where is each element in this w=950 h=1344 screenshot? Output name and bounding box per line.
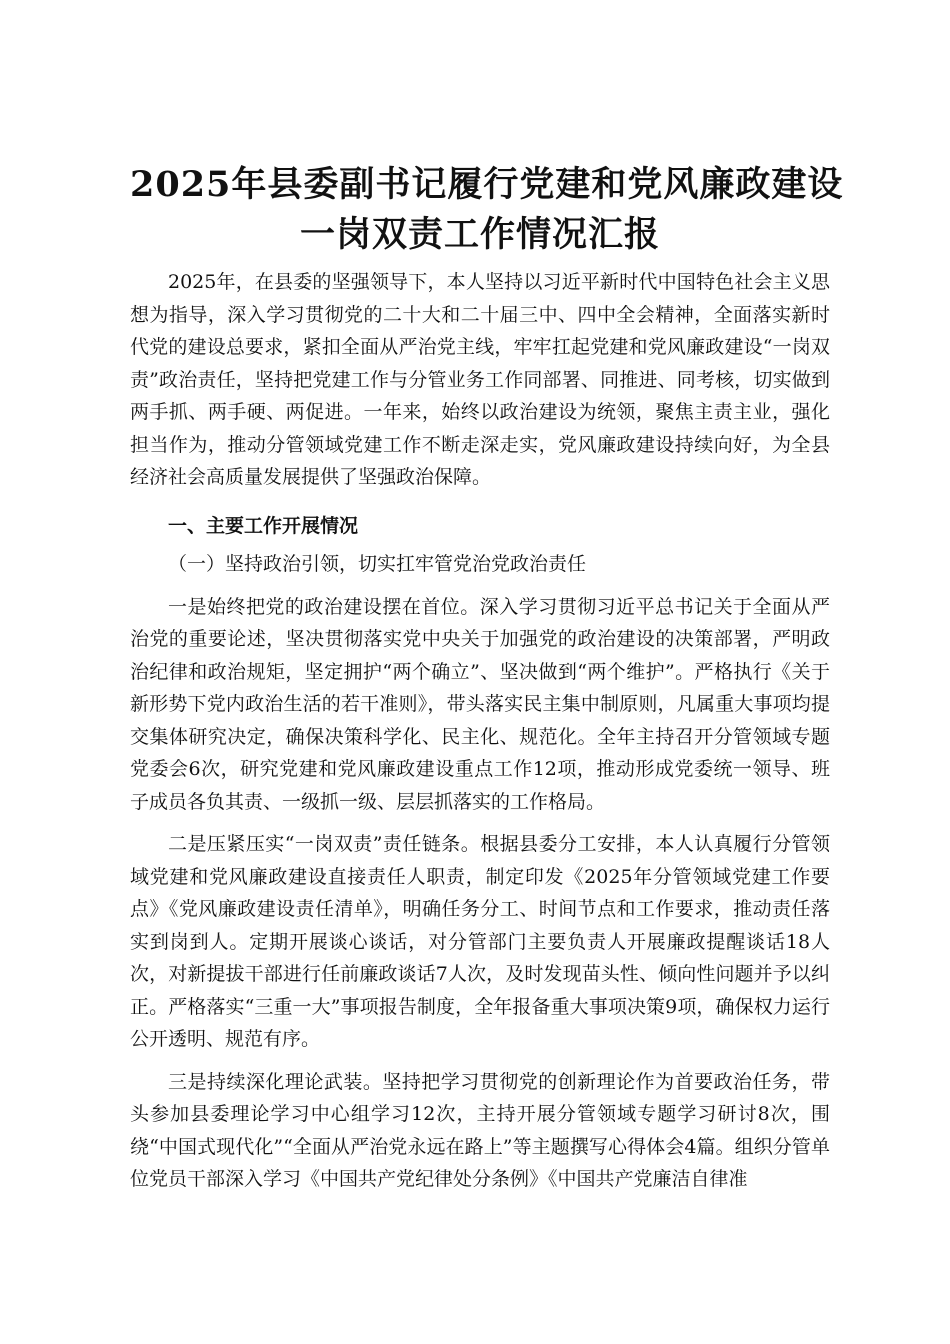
body-paragraph-2: 二是压紧压实“一岗双责”责任链条。根据县委分工安排，本人认真履行分管领域党建和党风廉政建设直接责任人职责，制定印发《2025年分管领域党建工作要点》《党风廉政建设责任清单》，明确任务分工、时间节点和工作要求，推动责任落实到岗到人。定期开展谈心谈话，对分管部门主要负责人开展廉政提醒谈话18人次，对新提拔干部进行任前廉政谈话7人次，及时发现苗头性、倾向性问题并予以纠正。严格落实“三重一大”事项报告制度，全年报备重大事项决策9项，确保权力运行公开透明、规范有序。 (130, 833, 830, 1050)
document-page (130, 160, 844, 1196)
body-paragraph-1: 一是始终把党的政治建设摆在首位。深入学习贯彻习近平总书记关于全面从严治党的重要论述，坚决贯彻落实党中央关于加强党的政治建设的决策部署，严明政治纪律和政治规矩，坚定拥护“两个确立”、坚决做到“两个维护”。严格执行《关于新形势下党内政治生活的若干准则》，带头落实民主集中制原则，凡属重大事项均提交集体研究决定，确保决策科学化、民主化、规范化。全年主持召开分管领域专题党委会6次，研究党建和党风廉政建设重点工作12项，推动形成党委统一领导、班子成员各负其责、一级抓一级、层层抓落实的工作格局。 (130, 595, 830, 813)
document-title (130, 160, 844, 260)
subsection-heading-1: （一）坚持政治引领，切实扛牢管党治党政治责任 (168, 553, 587, 575)
intro-paragraph: 2025年，在县委的坚强领导下，本人坚持以习近平新时代中国特色社会主义思想为指导，深入学习贯彻党的二十大和二十届三中、四中全会精神，全面落实新时代党的建设总要求，紧扣全面从严治党主线，牢牢扛起党建和党风廉政建设“一岗双责”政治责任，坚持把党建工作与分管业务工作同部署、同推进、同考核，切实做到两手抓、两手硬、两促进。一年来，始终以政治建设为统领，聚焦主责主业，强化担当作为，推动分管领域党建工作不断走深走实，党风廉政建设持续向好，为全县经济社会高质量发展提供了坚强政治保障。 (130, 271, 830, 488)
title-line-2: 一岗双责工作情况汇报 (299, 214, 660, 255)
body-paragraph-3: 三是持续深化理论武装。坚持把学习贯彻党的创新理论作为首要政治任务，带头参加县委理论学习中心组学习12次，主持开展分管领域专题学习研讨8次，围绕“中国式现代化”“全面从严治党永远在路上”等主题撰写心得体会4篇。组织分管单位党员干部深入学习《中国共产党纪律处分条例》《中国共产党廉洁自律准 (130, 1070, 830, 1190)
section-heading-1: 一、主要工作开展情况 (168, 514, 359, 537)
title-line-1: 2025年县委副书记履行党建和党风廉政建设 (130, 164, 844, 205)
